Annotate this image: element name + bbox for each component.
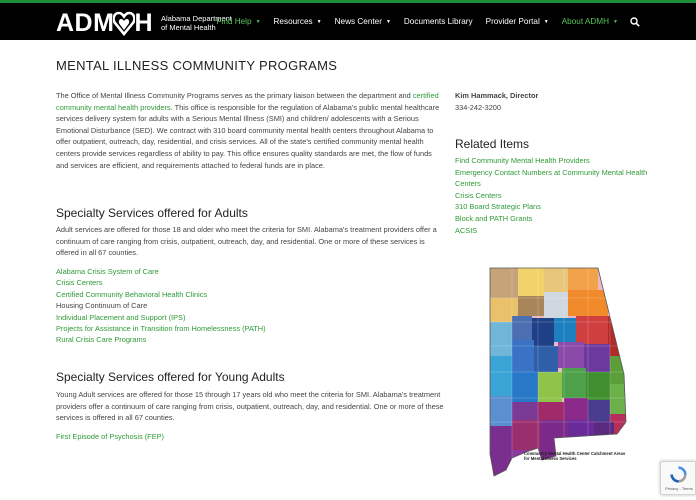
director-phone: 334-242-3200 [455, 102, 502, 112]
nav-about-admh[interactable]: About ADMH ▼ [561, 17, 618, 26]
related-item-link[interactable]: Find Community Mental Health Providers [455, 156, 590, 165]
caret-down-icon: ▼ [255, 18, 261, 25]
nav-documents-library[interactable]: Documents Library [403, 17, 473, 26]
related-item-link[interactable]: Block and PATH Grants [455, 213, 533, 223]
adults-description: Adult services are offered for those 18 and older who meet the criteria for SMI. Alabama's treatment providers offer a continuum of care ranging from crisis, outpatient, outreach, day, and residential. One or more of these services is offered in all 67 counties. [56, 225, 437, 258]
list-item-link[interactable]: Certified Community Behavioral Health Clinics [56, 289, 208, 299]
list-item-link[interactable]: Alabama Crisis System of Care [56, 267, 159, 276]
logo-text-right: H [134, 9, 153, 37]
page-title: MENTAL ILLNESS COMMUNITY PROGRAMS [56, 58, 338, 73]
intro-paragraph: The Office of Mental Illness Community Programs serves as the primary liaison between the department and certified community mental health providers. This office is responsible for the regulation of Alabama's public mental healthcare services delivery system for adults with a Serious Mental Illness (SMI) and children/ adolescents with a Serious Emotional Disturbance (SED). We contract with 310 board community mental health centers throughout Alabama to offer outpatient, outreach, day, residential, and crisis services. All of the state's certified community mental health centers provide services regardless of ability to pay. This office ensures quality standards are met, the flow of funds and services are efficient, and requirements attached to federal funds are in place. [56, 91, 440, 170]
caret-down-icon: ▼ [316, 18, 322, 25]
caret-down-icon: ▼ [543, 18, 549, 25]
recaptcha-icon [670, 466, 687, 483]
logo-text-left: ADM [56, 9, 115, 37]
search-icon[interactable] [630, 17, 640, 27]
list-item-link[interactable]: Individual Placement and Support (IPS) [56, 312, 186, 322]
map-caption: Community Mental Health Center Catchment Areas for Mental Illness Services [524, 451, 626, 461]
director-contact [455, 90, 538, 113]
list-item-link[interactable]: Projects for Assistance in Transition from Homelessness (PATH) [56, 324, 266, 334]
nav-news-center[interactable]: News Center ▼ [334, 17, 391, 26]
related-items-heading: Related Items [455, 137, 530, 151]
nav-resources[interactable]: Resources ▼ [273, 17, 322, 26]
related-item-link[interactable]: Emergency Contact Numbers at Community Mental Health Centers [455, 167, 648, 189]
related-item-link[interactable]: 310 Board Strategic Plans [455, 202, 541, 212]
related-item-link[interactable]: Crisis Centers [455, 190, 502, 200]
heart-icon [113, 10, 135, 36]
nav-find-help[interactable]: Find Help ▼ [216, 17, 261, 26]
logo-subtitle: Alabama Department of Mental Health [161, 14, 232, 32]
recaptcha-footer[interactable]: Privacy - Terms [665, 486, 693, 491]
young-adults-heading: Specialty Services offered for Young Adults [56, 370, 285, 384]
caret-down-icon: ▼ [385, 18, 391, 25]
certified-providers-link[interactable]: certified community mental health providers [56, 91, 439, 112]
nav-provider-portal[interactable]: Provider Portal ▼ [485, 17, 549, 26]
adults-services-list [56, 266, 266, 346]
list-item-text: Housing Continuum of Care [56, 301, 148, 311]
related-item-link[interactable]: ACSIS [455, 225, 478, 235]
caret-down-icon: ▼ [613, 18, 618, 25]
recaptcha-badge[interactable] [660, 461, 696, 495]
adults-heading: Specialty Services offered for Adults [56, 206, 248, 220]
list-item-link[interactable]: First Episode of Psychosis (FEP) [56, 432, 165, 441]
director-name: Kim Hammack, Director [455, 91, 539, 100]
main-nav [204, 3, 640, 40]
young-adults-services-list [56, 431, 164, 442]
list-item-link[interactable]: Rural Crisis Care Programs [56, 335, 147, 345]
young-adults-description: Young Adult services are offered for those 15 through 17 years old who meet the criteria for SMI. Alabama's treatment providers offer a continuum of care ranging from crisis, outpatient, outreach, day, and residential. One or more of these services is offered in all 67 counties. [56, 390, 444, 423]
list-item-link[interactable]: Crisis Centers [56, 278, 103, 288]
related-items-list [455, 155, 650, 236]
site-header [0, 0, 696, 40]
logo-wordmark [56, 9, 153, 37]
